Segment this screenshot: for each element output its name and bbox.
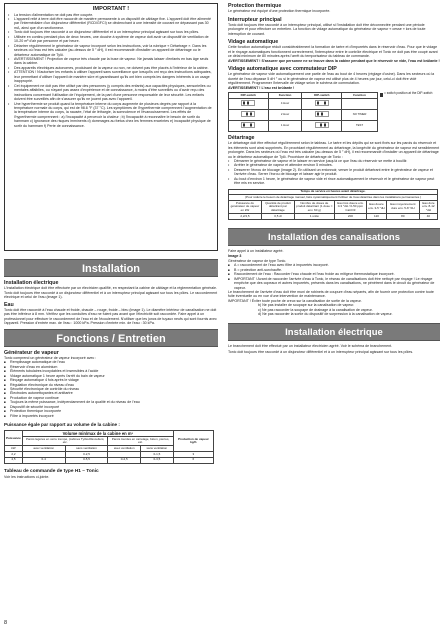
th-volume: Volume min/max de la cabine en m³ — [22, 431, 173, 437]
table-row — [229, 109, 378, 120]
dip-heading: Vidage automatique avec commutateur DIP — [228, 66, 337, 73]
canal-important: IMPORTANT ! Éviter toute poche de creux sur la canalisation de sortie de la vapeur. — [228, 298, 362, 303]
th-heavy-walls: Parois lourdes en carrelage, béton, pierres, etc. — [108, 437, 173, 446]
step-item: • Arrêter le générateur de vapeur et attendre environ 5 minutes. — [228, 163, 440, 167]
cell: 4 Hour — [268, 98, 302, 109]
time-table-sub: (Pour réduire le besoin de détartrage manuel, faire systématiquement l'utiliser de l'eau détartrée dans les installations permanentes.) — [229, 195, 438, 201]
elec-text-1: Le branchement doit être effectué par un installateur électricien agréé. Voir le schéma de branchement. — [228, 343, 393, 348]
important-item: • Détartrer régulièrement le générateur de vapeur incorporé selon les instructions, voir la rubrique « Détartrage ». Dans les secteurs où l'eau est très calcaire (au-dessus de 5 ° dH), il est recommandé d'installer un appareil de détartrage ou le détartreur automatique de Tylö. — [8, 44, 214, 57]
power-table-heading: Puissance égale par rapport au volume de la cabine : — [4, 422, 120, 428]
h1-heading: Tableau de commande de type H1 – Tonic — [4, 468, 99, 474]
cell: 2,2/4,5 — [229, 214, 262, 220]
vidage-warning: AVERTISSEMENT ! S'assurer que personne ne se trouve dans la cabine pendant que le réservoir se vide, l'eau est brûlante ! — [228, 58, 440, 63]
vidage-text: Cette fonction automatique réduit considérablement la formation de tartre et d'impuretés dans le réservoir d'eau. Pour que le vidage et le rinçage automatiques fonctionnent correctement, l'interrupteur entre le contrôle électrique et Tonic ne doit pas être coupé avant ce délai minimum de 80 minutes après l'arrêt du temporisateur du tableau de commande. — [228, 45, 438, 59]
important-item: • L'appareil relié à terre doit être raccordé de manière permanente à un dispositif de câblage fixe. L'appareil doit être alimenté par l'intermédiaire d'un disjoncteur différentiel (RCD/GFCI) se déclenchant à une intensité de courant ne dépassant pas 30 mA, ainsi que d'un sectionneur. — [8, 17, 214, 30]
cell: 2,2 — [5, 452, 23, 458]
important-item: • La tension d'alimentation ne doit pas être coupée. — [8, 13, 214, 17]
detartrage-steps — [228, 159, 440, 186]
generator-features — [4, 360, 218, 418]
cell: 1 Hour — [268, 120, 302, 131]
dip-switch-icon — [302, 120, 342, 131]
feature-item: ■ Filtre à impuretés incorporé — [4, 414, 218, 418]
canal-text: Le branchement de l'arrivée d'eau doit être muni de robinets de coupure d'eau séparés, afin de fournir une protection contre toute fuite éventuelle ou en vue d'une intervention de maintenance. — [228, 289, 434, 299]
dip-table — [228, 92, 378, 132]
canal-sub-item: c) Ne pas raccorder la soupape de drainage à la canalisation de vapeur. — [258, 307, 373, 312]
feature-item: ■ Production de vapeur continue — [4, 396, 218, 400]
important-title: IMPORTANT ! — [92, 6, 130, 12]
cell: Eau moyennement dure env. 5-8 °dH — [386, 201, 419, 214]
cell: 4,5 — [5, 457, 23, 463]
dip-switch-icon — [229, 109, 269, 120]
cell: Eau dure env. 8-12 °dH — [419, 201, 437, 214]
cell: 6 — [173, 457, 213, 463]
step-item: • Démarrer le générateur de vapeur et le laisser en service jusqu'à ce que l'eau du réservoir se mette à bouillir. — [228, 159, 440, 163]
time-table — [228, 189, 438, 220]
table-row — [5, 457, 214, 463]
image3-text: Générateur de vapeur de type Tonic. — [228, 258, 287, 263]
installation-band: Installation — [4, 259, 218, 277]
h1-text: Voir les instructions ci-jointe. — [4, 474, 50, 479]
detartrage-heading: Détartrage — [228, 134, 255, 141]
table-row — [229, 214, 438, 220]
dip-diagram — [228, 92, 440, 132]
th-sans: sans ventilation — [65, 446, 108, 452]
dip-switch-icon — [229, 120, 269, 131]
cell: Eau très douce env. 0-3 °dH / 0-50 ppm CaCO3 — [334, 201, 366, 214]
dip-switch-icon — [302, 109, 342, 120]
elec-install-heading: Installation électrique — [4, 280, 59, 286]
canal-item: ■ Raccordement de l'eau : Raccorder l'eau chaude et l'eau froide au mitigeur thermostatique incorporé. — [228, 272, 440, 276]
th-puissance: Puissance — [5, 431, 23, 446]
th-kw: kW — [5, 446, 23, 452]
table-row — [229, 98, 378, 109]
prot-text: Le générateur est équipé d'une protection thermique incorporée. — [228, 9, 331, 14]
dip-text: Le générateur de vapeur vide automatiquement une partie de l'eau au bout de 4 heures (réglage d'usine). Dans les secteurs où la dureté de l'eau dépasse 5 dH ° ou si le générateur de vapeur est utilisé plus de 4 heures par jour, celui-ci doit être vidé régulièrement. Programmer l'intervalle de vidage selon le schéma de commutation. — [228, 72, 435, 86]
cell: NO TIMER — [342, 109, 378, 120]
elec-install-text: L'installation électrique doit être effectuée par un électricien qualifié, en respectant la cabine de câblage et la réglementation générale. Tonic doit toujours être raccordé à un disjoncteur différentiel et à un interrupteur principal agissant sur tous les pôles. Le raccordement électrique et celui de l'eau (image 1). — [4, 286, 218, 300]
th-avec: avec ventilation — [108, 446, 141, 452]
th-light-walls: Parois légères en verre trempé, (cabines Tylö/eOExcellent, etc. — [22, 437, 108, 446]
cell: Quantité de produit détartrant par détartrage — [261, 201, 294, 214]
canal-intro: Faire appel à un installateur agréé. — [228, 248, 284, 253]
vidage-heading: Vidage automatique — [228, 39, 279, 46]
cell: 0-2,5 — [108, 457, 141, 463]
important-item: • Tonic doit toujours être raccordé à un disjoncteur différentiel et à un interrupteur principal agissant sur tous les pôles. — [8, 30, 214, 34]
cell: 1 unité — [294, 214, 334, 220]
feature-item: ■ Sécurité électronique de contrôle du niveau — [4, 387, 218, 391]
cell — [342, 98, 378, 109]
important-item: • Utilisée en continu pendant plus de deux heures, une douche à système de vapeur doit avoir un dispositif de ventilation de 10-20 m³ d'air par personne et par heure. — [8, 35, 214, 44]
feature-item: ■ Protection thermique incorporée — [4, 409, 218, 413]
fonctions-band: Fonctions / Entretien — [4, 329, 218, 347]
cell: 0-2,5 — [65, 452, 108, 458]
generator-heading: Générateur de vapeur — [4, 349, 59, 356]
canal-sublist — [228, 303, 440, 316]
image3-label: Image 3 — [228, 254, 242, 259]
feature-item: ■ Réservoir d'eau en aluminium — [4, 365, 218, 369]
eau-heading: Eau — [4, 301, 14, 308]
power-table — [4, 430, 214, 463]
feature-item: ■ Vidage automatique 1 heure après l'arrêt du bain de vapeur — [4, 374, 218, 378]
cell: 200 — [334, 214, 366, 220]
important-item: • Une hyperthermie se produit quand la température interne du corps augmente de plusieurs degrés par rapport à la température normale du corps, qui est de 98.6 °F (37 °C). Les symptômes de l'hyperthermie comprennent l'augmentation de la température interne du corps, la nausée, l'état de léthargie, la somnolence et l'évanouissement. Les effets de l'hyperthermie comprennent : a) l'incapacité à percevoir la chaleur ; b) l'incapacité à reconnaître le besoin de sortir du hammam c) ignorance des risques imminents d) dommages au fœtus chez les femmes enceintes e) incapacité physique de sortir du hammam f) Perte de connaissance. — [8, 102, 214, 129]
cell: 0-5,5 — [65, 457, 108, 463]
important-list — [8, 13, 214, 129]
dip-legend — [380, 92, 438, 97]
dip-switch-icon — [229, 98, 269, 109]
inter-text: Tonic doit toujours être raccordé à un interrupteur principal, utilisé si l'installation doit être déconnectée pendant une période prolongée et pour effectuer un entretien. La fonction de vidage automatique du générateur de vapeur « cesse » lors de toute interruption de courant. — [228, 22, 426, 36]
feature-item: ■ Électrodes autonettoyantes et antitartre — [4, 391, 218, 395]
important-box — [4, 3, 218, 251]
right-column — [228, 0, 440, 355]
cell: 0-1,5 — [141, 452, 174, 458]
table-row — [229, 201, 438, 214]
cell: 120 — [367, 214, 387, 220]
dip-th: DIP-switch — [229, 93, 269, 99]
prot-heading: Protection thermique — [228, 3, 282, 9]
canal-list — [228, 263, 440, 290]
feature-item: ■ Régulation électronique du niveau d'eau — [4, 383, 218, 387]
dip-th: Function — [342, 93, 378, 99]
feature-item: ■ Rinçage automatique 4 fois après le vidage — [4, 378, 218, 382]
step-item: • Desserrer l'écrou de blocage (image 2). En utilisant un entonnoir, verser le produit détartrant entre le générateur de vapeur et l'arrivée d'eau. Serrer l'écrou de blocage et laisser agir le produit. — [228, 168, 440, 177]
feature-item: ■ Dispositif de sécurité incorporé — [4, 405, 218, 409]
dip-warning: AVERTISSEMENT ! L'eau est brûlante ! — [228, 85, 295, 90]
cell: 3 — [173, 452, 213, 458]
th-sans: sans ventilation — [141, 446, 174, 452]
important-item: • AVERTISSEMENT ! Projection de vapeur très chaude par la buse de vapeur. Ne jamais laisser d'enfants en bas âge seuls dans la cabine. — [8, 57, 214, 66]
cell: 0-4 — [22, 457, 65, 463]
canal-item: ■ B = protection anti-surchauffe. — [228, 268, 440, 272]
elec-text-2: Tonic doit toujours être raccordé à un disjoncteur différentiel et à un interrupteur principal agissant sur tous les pôles. — [228, 350, 414, 355]
time-table-title: Temps de service en heures avant détartrage. — [229, 189, 438, 195]
cell: 0-3,5 — [141, 457, 174, 463]
canal-item: ■ IMPORTANT ! Avant de raccorder l'arrivée d'eau à Tonic, le réseau de canalisations doit être nettoyé par rinçage ! Le rinçage empêche que des copeaux et autres impuretés, présents dans les canalisations, ne pénètrent dans le circuit du générateur de vapeur. — [228, 277, 440, 290]
cell: Eau douce env. 3-5 °dH — [367, 201, 387, 214]
feature-item: ■ Remplissage automatique de l'eau — [4, 360, 218, 364]
cell: TEST — [342, 120, 378, 131]
dip-th: Function — [268, 93, 302, 99]
dip-switch-icon — [302, 98, 342, 109]
canal-sub-item: d) Ne pas raccorder la sortie du dispositif de surpression à la canalisation de vapeur. — [258, 312, 393, 317]
dip-th: DIP-switch — [302, 93, 342, 99]
important-item: • Des appareils électriques autonomes, produisant de la vapeur ou non, ne doivent pas être placés à l'intérieur de la cabine. — [8, 66, 214, 70]
dip-legend-text: = switch position at the DIP-switch — [384, 91, 433, 96]
detartrage-text: Le détartrage doit être effectué régulièrement selon le tableau. Le tartre et les dépôts qui se sont fixés sur les parois du réservoir et les éléments sont ainsi supprimés. En procédant régulièrement au détartrage, la longévité du générateur de vapeur est sensiblement prolongée. Dans les secteurs où l'eau est très calcaire (au-dessus de 5 ° dH), il est recommandé d'installer un appareil de détartrage ou le détartreur automatique de Tylö. Procédure de détartrage de Tonic : — [228, 141, 440, 159]
generator-intro: Tonic comprend un générateur de vapeur incorporé avec : — [4, 355, 97, 360]
switch-position-icon — [380, 93, 383, 97]
important-item: • ATTENTION ! N'autoriser les enfants à utiliser l'appareil sans surveillance que lorsqu'ils ont reçu des instructions adéquates, leur permettant d'utiliser l'appareil de manière sûre et garantissant qu'ils ont bien compris les dangers inhérents à un usage inapproprié. — [8, 70, 214, 83]
cell: Puissance du générateur de vapeur en kW — [229, 201, 262, 214]
important-item: • Cet équipement ne doit pas être utilisé par des personnes (y compris des enfants) aux capacités physiques, sensorielles ou mentales affaiblies, ou n'ayant pas assez d'expérience et de connaissance, à moins d'être surveillés ou d'avoir reçu des instructions concernant l'utilisation de l'équipement, de la part d'une personne responsable de leur sécurité. Les enfants doivent être surveillés afin de s'assurer qu'ils ne jouent pas avec l'appareil. — [8, 84, 214, 102]
elec-band: Installation électrique — [228, 323, 440, 341]
left-column — [4, 0, 218, 479]
th-avec: avec ventilation — [22, 446, 65, 452]
page-number: 8 — [4, 620, 8, 626]
cell: 80 — [386, 214, 419, 220]
eau-text: Tonic doit être raccordé à l'eau chaude et froide, chaude – rouge, froide – bleu (image 1). Le diamètre intérieur de canalisation ne doit pas être inférieur à 8 mm. Vérifiez que les conduites d'eau ne fuient pas avant que l'électricité soit raccordée. Faire appel à un professionnel pour effectuer le raccordement de l'eau et de l'écoulement. N'utiliser que les joncs de tuyaux neufs qui sont fournis avec l'appareil. Pression d'entrée max. de l'eau : 1000 kPa. Pression d'entrée min. de l'eau : 30 kPa. — [4, 307, 217, 326]
table-row — [229, 120, 378, 131]
th-production: Production de vapeur kg/h — [173, 431, 213, 452]
canal-item: ■ A = raccordement de l'eau avec filtre à impuretés incorporé. — [228, 263, 440, 267]
feature-item: ■ Toujours la même puissance, indépendamment de la qualité et du niveau de l'eau — [4, 400, 218, 404]
feature-item: ■ Éléments tubulaires inoxydables et insensibles à l'acide — [4, 369, 218, 373]
cell: 0,5 dl — [261, 214, 294, 220]
inter-heading: Interrupteur principal — [228, 16, 282, 23]
canal-sub-item: b) Ne pas installer de soupape sur la canalisation de vapeur. — [258, 303, 355, 308]
step-item: • Au bout d'environ 1 heure, le générateur de vapeur vide et rince automatiquement le réservoir et le générateur de vapeur peut être mis en service. — [228, 177, 440, 186]
cell: 40 — [419, 214, 437, 220]
cell: Nombre de doses de produit détartrant (1 dose = env. 60 g) — [296, 200, 333, 212]
canalisations-band: Installation des canalisations — [228, 228, 440, 246]
cell: 2 Hour — [268, 109, 302, 120]
